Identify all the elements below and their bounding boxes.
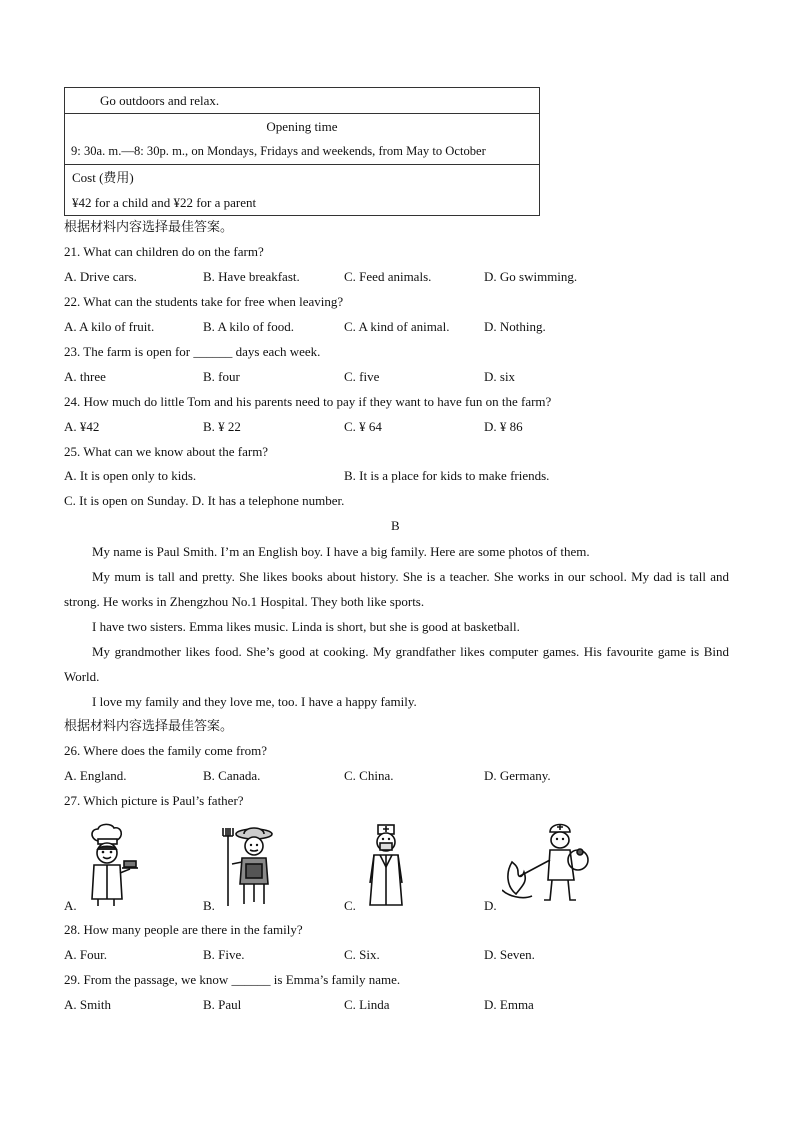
table-row-cost <box>65 165 539 215</box>
q25-options-cd[interactable]: C. It is open on Sunday. D. It has a telephone number. <box>64 493 345 508</box>
q24-option-b[interactable]: B. ¥ 22 <box>203 419 241 434</box>
q27-option-a[interactable]: A. <box>64 898 77 913</box>
q24-option-a[interactable]: A. ¥42 <box>64 419 100 434</box>
cost-detail: ¥42 for a child and ¥22 for a parent <box>72 195 257 210</box>
firefighter-picture[interactable] <box>502 820 594 904</box>
q25-option-a[interactable]: A. It is open only to kids. <box>64 468 197 483</box>
q27-option-c[interactable]: C. <box>344 898 356 913</box>
activity-text: Go outdoors and relax. <box>100 93 220 108</box>
q28-option-a[interactable]: A. Four. <box>64 947 107 962</box>
q24-option-c[interactable]: C. ¥ 64 <box>344 419 382 434</box>
section-b-instruction: 根据材料内容选择最佳答案。 <box>64 718 234 733</box>
q22-option-c[interactable]: C. A kind of animal. <box>344 319 450 334</box>
q21-option-b[interactable]: B. Have breakfast. <box>203 269 300 284</box>
q26-option-c[interactable]: C. China. <box>344 768 394 783</box>
q29-option-a[interactable]: A. Smith <box>64 997 111 1012</box>
farmer-picture[interactable] <box>222 824 276 908</box>
passage-paragraph-5: I love my family and they love me, too. I have a happy family. <box>92 694 417 709</box>
q24-option-d[interactable]: D. ¥ 86 <box>484 419 523 434</box>
q29-option-c[interactable]: C. Linda <box>344 997 390 1012</box>
q28-option-c[interactable]: C. Six. <box>344 947 380 962</box>
table-row-activity <box>65 88 539 114</box>
q29-stem: 29. From the passage, we know ______ is Emma’s family name. <box>64 972 401 987</box>
opening-time-title: Opening time <box>266 119 338 134</box>
q26-stem: 26. Where does the family come from? <box>64 743 267 758</box>
doctor-picture[interactable] <box>362 823 412 907</box>
q22-stem: 22. What can the students take for free when leaving? <box>64 294 344 309</box>
q28-option-d[interactable]: D. Seven. <box>484 947 535 962</box>
q29-option-d[interactable]: D. Emma <box>484 997 534 1012</box>
q28-stem: 28. How many people are there in the family? <box>64 922 303 937</box>
q27-option-b[interactable]: B. <box>203 898 215 913</box>
q23-option-b[interactable]: B. four <box>203 369 240 384</box>
q26-option-d[interactable]: D. Germany. <box>484 768 551 783</box>
q27-stem: 27. Which picture is Paul’s father? <box>64 793 244 808</box>
passage-paragraph-1: My name is Paul Smith. I’m an English boy. I have a big family. Here are some photos of them. <box>92 544 590 559</box>
q24-stem: 24. How much do little Tom and his parents need to pay if they want to have fun on the farm? <box>64 394 552 409</box>
q23-option-c[interactable]: C. five <box>344 369 380 384</box>
q21-option-a[interactable]: A. Drive cars. <box>64 269 137 284</box>
passage-paragraph-2: My mum is tall and pretty. She likes books about history. She is a teacher. She works in our school. My dad is tall and strong. He works in Zhengzhou No.1 Hospital. They both like sports. <box>64 569 729 609</box>
q21-option-c[interactable]: C. Feed animals. <box>344 269 432 284</box>
q23-option-d[interactable]: D. six <box>484 369 516 384</box>
section-a-instruction: 根据材料内容选择最佳答案。 <box>64 219 234 234</box>
chef-picture[interactable] <box>80 823 140 907</box>
q26-option-b[interactable]: B. Canada. <box>203 768 261 783</box>
section-b-title: B <box>391 518 400 533</box>
cost-title: Cost (费用) <box>72 170 134 185</box>
opening-time-detail: 9: 30a. m.—8: 30p. m., on Mondays, Fridays and weekends, from May to October <box>71 144 486 158</box>
q25-stem: 25. What can we know about the farm? <box>64 444 269 459</box>
q21-option-d[interactable]: D. Go swimming. <box>484 269 578 284</box>
q25-option-b[interactable]: B. It is a place for kids to make friends. <box>344 468 550 483</box>
q22-option-b[interactable]: B. A kilo of food. <box>203 319 295 334</box>
passage-paragraph-3: I have two sisters. Emma likes music. Linda is short, but she is good at basketball. <box>92 619 520 634</box>
passage-paragraph-4: My grandmother likes food. She’s good at cooking. My grandfather likes computer games. His favourite game is Bind World. <box>64 644 729 684</box>
q23-stem: 23. The farm is open for ______ days each week. <box>64 344 321 359</box>
q22-option-a[interactable]: A. A kilo of fruit. <box>64 319 155 334</box>
q23-option-a[interactable]: A. three <box>64 369 106 384</box>
q29-option-b[interactable]: B. Paul <box>203 997 242 1012</box>
q22-option-d[interactable]: D. Nothing. <box>484 319 546 334</box>
q27-option-d[interactable]: D. <box>484 898 497 913</box>
table-row-opening <box>65 114 539 165</box>
farm-info-table <box>64 87 540 216</box>
q28-option-b[interactable]: B. Five. <box>203 947 245 962</box>
q26-option-a[interactable]: A. England. <box>64 768 127 783</box>
q21-stem: 21. What can children do on the farm? <box>64 244 264 259</box>
